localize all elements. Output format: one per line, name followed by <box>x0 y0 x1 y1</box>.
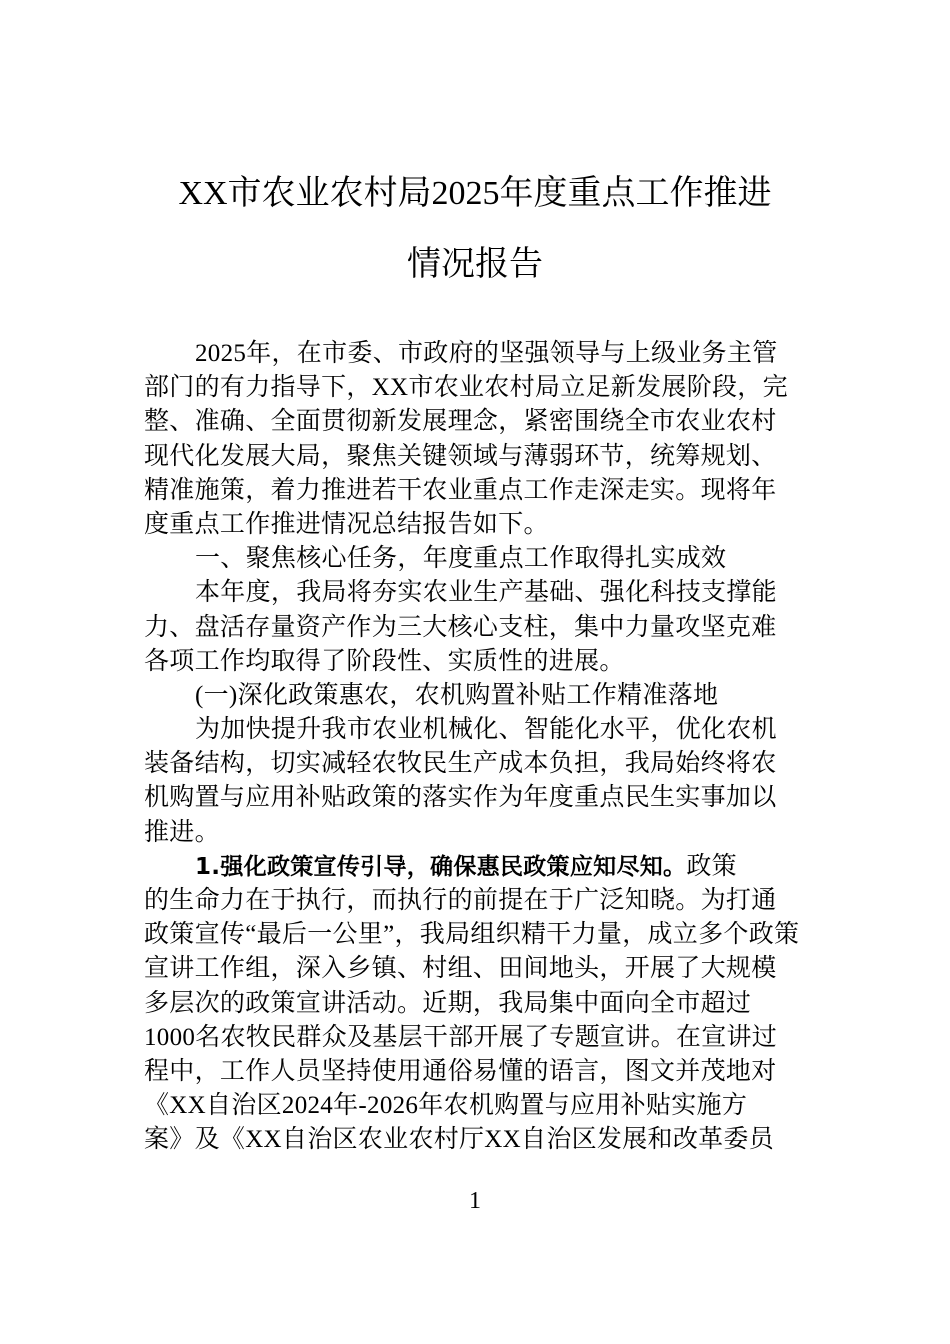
text-line: 力、盘活存量资产作为三大核心支柱，集中力量攻坚克难 <box>144 613 777 641</box>
text-line: 推进。 <box>144 818 220 846</box>
text-line: 《XX自治区2024年-2026年农机购置与应用补贴实施方 <box>144 1092 748 1120</box>
text-line: 装备结构，切实减轻农牧民生产成本负担，我局始终将农 <box>144 750 777 778</box>
bold-lead-text: 1.强化政策宣传引导，确保惠民政策应知尽知。 <box>195 853 687 880</box>
text-line: 政策宣传“最后一公里”，我局组织精干力量，成立多个政策 <box>144 921 800 949</box>
page-number: 1 <box>469 1188 481 1214</box>
text-line: 现代化发展大局，聚焦关键领域与薄弱环节，统筹规划、 <box>144 442 777 470</box>
text-line: 多层次的政策宣讲活动。近期，我局集中面向全市超过 <box>144 989 752 1017</box>
text-line: 部门的有力指导下，XX市农业农村局立足新发展阶段，完 <box>144 374 788 402</box>
text-line: 的生命力在于执行，而执行的前提在于广泛知晓。为打通 <box>144 887 777 914</box>
bold-lead-line <box>144 850 814 884</box>
text-line: 度重点工作推进情况总结报告如下。 <box>144 510 549 538</box>
text-line: 各项工作均取得了阶段性、实质性的进展。 <box>144 647 625 675</box>
document-body <box>144 337 814 1158</box>
text-line: 1000名农牧民群众及基层干部开展了专题宣讲。在宣讲过 <box>144 1023 778 1051</box>
document-title-line-2: 情况报告 <box>407 246 543 283</box>
text-line: 本年度，我局将夯实农业生产基础、强化科技支撑能 <box>195 579 777 607</box>
text-line: 机购置与应用补贴政策的落实作为年度重点民生实事加以 <box>144 784 777 812</box>
text-line: 案》及《XX自治区农业农村厅XX自治区发展和改革委员 <box>144 1126 775 1154</box>
document-title-line-1: XX市农业农村局2025年度重点工作推进 <box>178 175 772 212</box>
text-line: 精准施策，着力推进若干农业重点工作走深走实。现将年 <box>144 476 777 504</box>
section-heading: 一、聚焦核心任务，年度重点工作取得扎实成效 <box>195 545 727 573</box>
text-line: 为加快提升我市农业机械化、智能化水平，优化农机 <box>195 716 777 744</box>
text-line: 程中，工作人员坚持使用通俗易懂的语言，图文并茂地对 <box>144 1057 777 1085</box>
subsection-heading: (一)深化政策惠农，农机购置补贴工作精准落地 <box>195 681 719 709</box>
text-line: 2025年，在市委、市政府的坚强领导与上级业务主管 <box>195 340 778 367</box>
text-line: 整、准确、全面贯彻新发展理念，紧密围绕全市农业农村 <box>144 408 777 436</box>
text-run: 政策 <box>686 852 737 880</box>
text-line: 宣讲工作组，深入乡镇、村组、田间地头，开展了大规模 <box>144 955 777 983</box>
